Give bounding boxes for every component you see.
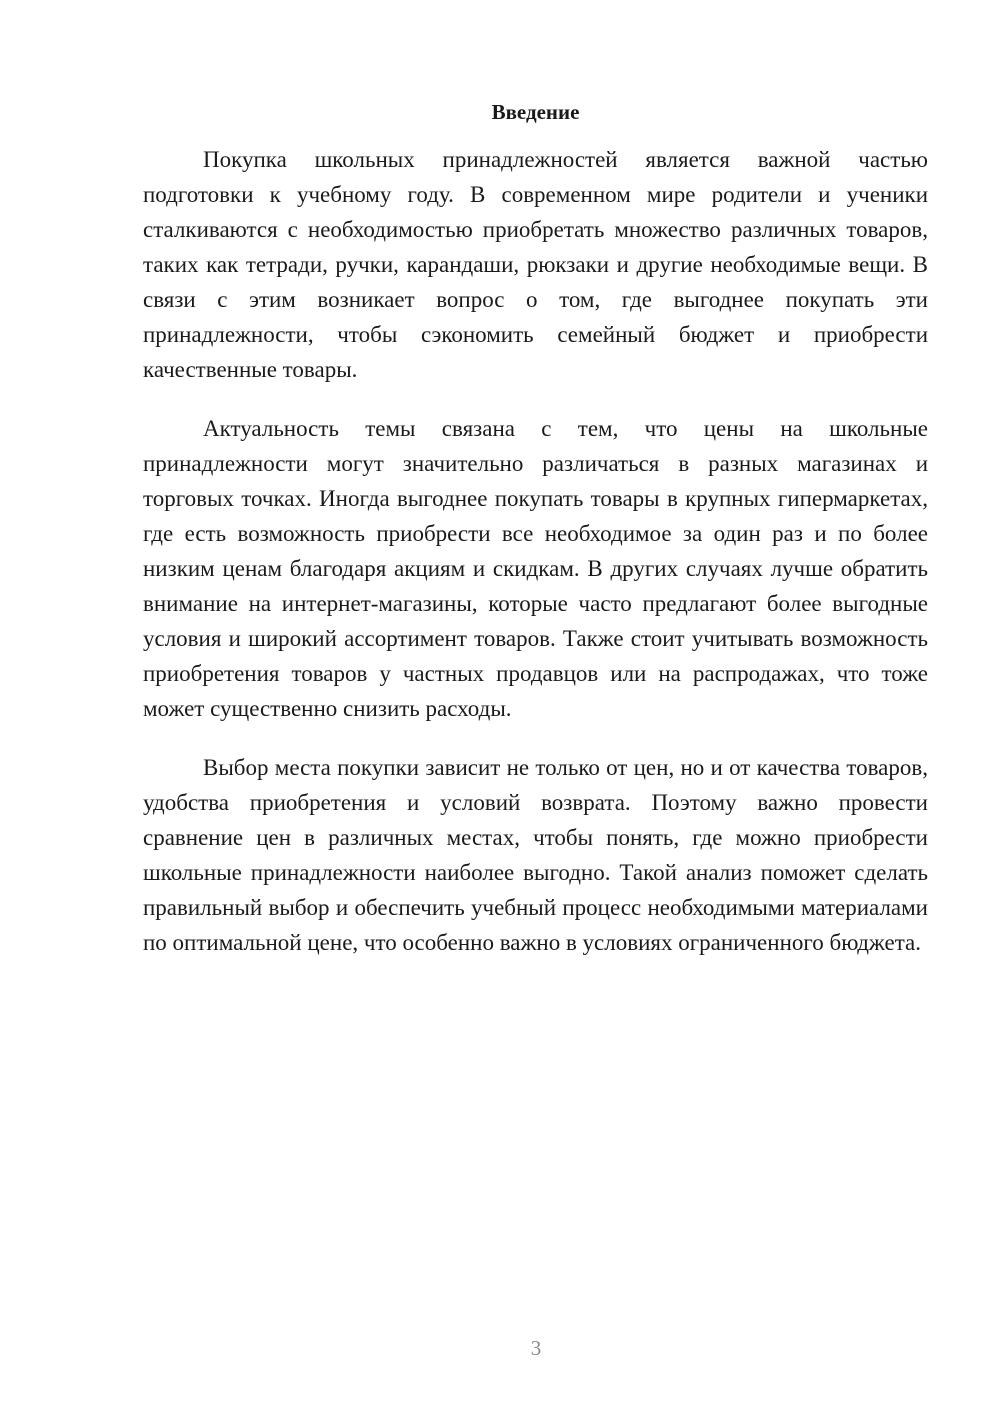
paragraph-1: Покупка школьных принадлежностей является важной частью подготовки к учебному году. В современном мире родители и ученики сталкиваются с необходимостью приобретать множество различных товаров, таких как тетради, ручки, карандаши, рюкзаки и другие необходимые вещи. В связи с этим возникает вопрос о том, где выгоднее покупать эти принадлежности, чтобы сэкономить семейный бюджет и приобрести качественные товары. — [143, 147, 928, 382]
paragraph-2: Актуальность темы связана с тем, что цены на школьные принадлежности могут значительно различаться в разных магазинах и торговых точках. Иногда выгоднее покупать товары в крупных гипермаркетах, где есть возможность приобрести все необходимое за один раз и по более низким ценам благодаря акциям и скидкам. В других случаях лучше обратить внимание на интернет-магазины, которые часто предлагают более выгодные условия и широкий ассортимент товаров. Также стоит учитывать возможность приобретения товаров у частных продавцов или на распродажах, что тоже может существенно снизить расходы. — [143, 416, 928, 721]
section-heading: Введение — [491, 100, 580, 124]
page-number: 3 — [530, 1336, 542, 1360]
paragraph-3: Выбор места покупки зависит не только от цен, но и от качества товаров, удобства приобретения и условий возврата. Поэтому важно провести сравнение цен в различных местах, чтобы понять, где можно приобрести школьные принадлежности наиболее выгодно. Такой анализ поможет сделать правильный выбор и обеспечить учебный процесс необходимыми материалами по оптимальной цене, что особенно важно в условиях ограниченного бюджета. — [143, 755, 928, 955]
body-text — [143, 142, 928, 984]
